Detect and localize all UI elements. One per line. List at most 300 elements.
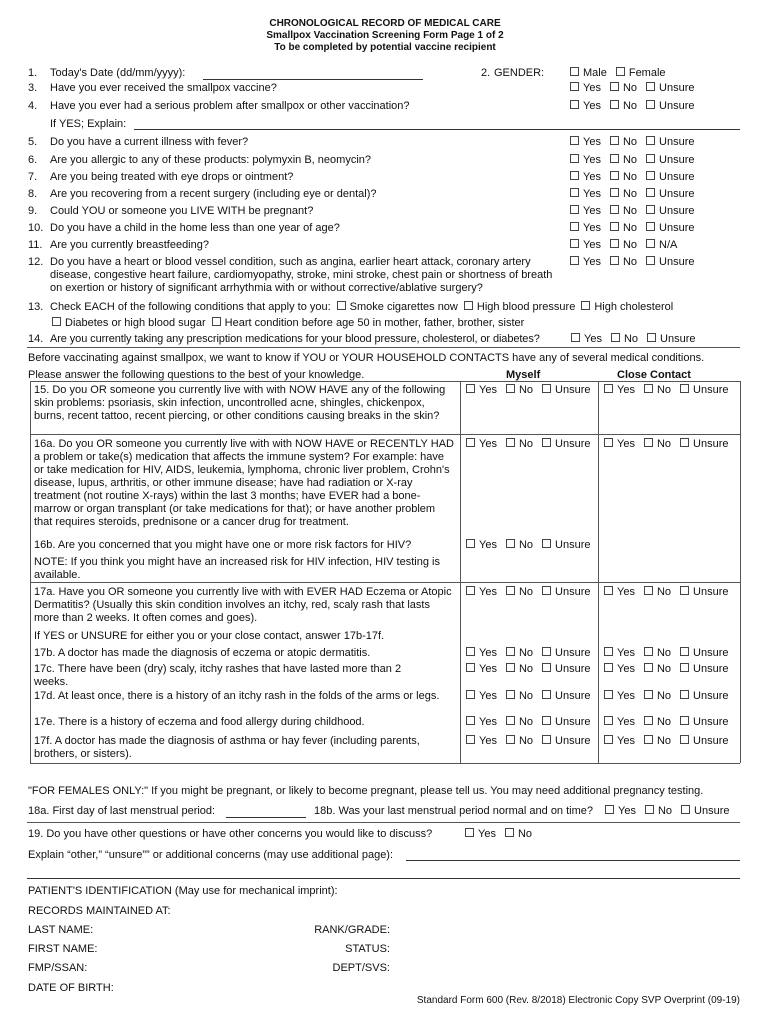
no-option[interactable]: No xyxy=(610,222,637,235)
checkbox[interactable] xyxy=(644,438,653,447)
checkbox[interactable] xyxy=(680,647,689,656)
checkbox[interactable] xyxy=(605,805,614,814)
q4-options xyxy=(570,100,703,113)
date-input-line[interactable] xyxy=(203,79,423,80)
checkbox[interactable] xyxy=(610,171,619,180)
yes-option[interactable]: Yes xyxy=(570,205,601,218)
yes-option[interactable]: Yes xyxy=(570,256,601,269)
unsure-option[interactable]: Unsure xyxy=(647,333,695,346)
checkbox[interactable] xyxy=(466,438,475,447)
checkbox[interactable] xyxy=(644,647,653,656)
checkbox[interactable] xyxy=(466,384,475,393)
checkbox[interactable] xyxy=(466,663,475,672)
q13-row2 xyxy=(46,317,524,330)
checkbox[interactable] xyxy=(610,82,619,91)
no-option[interactable]: No xyxy=(506,690,533,703)
checkbox[interactable] xyxy=(604,716,613,725)
checkbox[interactable] xyxy=(646,239,655,248)
unsure-option[interactable]: Unsure xyxy=(542,384,590,397)
checkbox[interactable] xyxy=(570,82,579,91)
yes-option[interactable]: Yes xyxy=(466,647,497,660)
checkbox[interactable] xyxy=(646,171,655,180)
q4-label: Have you ever had a serious problem after smallpox or other vaccination? xyxy=(50,100,410,112)
no-option[interactable]: No xyxy=(645,805,672,818)
checkbox[interactable] xyxy=(466,735,475,744)
checkbox[interactable] xyxy=(570,171,579,180)
unsure-option[interactable]: Unsure xyxy=(680,716,728,729)
unsure-option[interactable]: Unsure xyxy=(646,222,694,235)
checkbox[interactable] xyxy=(466,716,475,725)
q6-number: 6. xyxy=(28,154,38,166)
yes-option[interactable]: Yes xyxy=(605,805,636,818)
yes-option[interactable]: Yes xyxy=(465,828,496,841)
female-option[interactable]: Female xyxy=(616,67,666,80)
diabetes-option[interactable]: Diabetes or high blood sugar xyxy=(65,317,206,329)
unsure-option[interactable]: Unsure xyxy=(542,539,590,552)
checkbox[interactable] xyxy=(506,690,515,699)
q17f-myself-options xyxy=(466,735,599,748)
q3-options xyxy=(570,82,703,95)
q15-myself-options xyxy=(466,384,599,397)
unsure-option[interactable]: Unsure xyxy=(680,690,728,703)
checkbox[interactable] xyxy=(604,586,613,595)
unsure-option[interactable]: Unsure xyxy=(542,438,590,451)
no-option[interactable]: No xyxy=(644,384,671,397)
unsure-option[interactable]: Unsure xyxy=(680,384,728,397)
unsure-option[interactable]: Unsure xyxy=(646,154,694,167)
checkbox[interactable] xyxy=(570,256,579,265)
q15-contact-options xyxy=(604,384,737,397)
checkbox[interactable] xyxy=(644,586,653,595)
no-option[interactable]: No xyxy=(610,256,637,269)
checkbox[interactable] xyxy=(646,100,655,109)
checkbox[interactable] xyxy=(680,586,689,595)
table-row-line xyxy=(30,381,740,382)
q8-number: 8. xyxy=(28,188,38,200)
q17d-contact-options xyxy=(604,690,737,703)
q14-label: Are you currently taking any prescription medications for your blood pressure, cholesterol, or diabetes? xyxy=(50,333,540,345)
checkbox[interactable] xyxy=(604,438,613,447)
checkbox[interactable] xyxy=(681,805,690,814)
q1-number: 1. xyxy=(28,67,38,79)
q11-label: Are you currently breastfeeding? xyxy=(50,239,209,251)
checkbox[interactable] xyxy=(610,205,619,214)
q17d-myself-options xyxy=(466,690,599,703)
checkbox[interactable] xyxy=(542,539,551,548)
checkbox[interactable] xyxy=(542,735,551,744)
form-title: CHRONOLOGICAL RECORD OF MEDICAL CARE xyxy=(269,18,501,29)
checkbox[interactable] xyxy=(212,317,221,326)
checkbox[interactable] xyxy=(506,663,515,672)
no-option[interactable]: No xyxy=(644,716,671,729)
q18a-input-line[interactable] xyxy=(226,817,306,818)
q17a-myself-options xyxy=(466,586,599,599)
q17f-label: 17f. A doctor has made the diagnosis of asthma or hay fever (including parents, brothers, or sisters). xyxy=(34,735,420,760)
q5-number: 5. xyxy=(28,136,38,148)
yes-option[interactable]: Yes xyxy=(466,663,497,676)
q3-label: Have you ever received the smallpox vaccine? xyxy=(50,82,277,94)
intro-line1: Before vaccinating against smallpox, we want to know if YOU or YOUR HOUSEHOLD CONTACTS have any of several medical conditions. xyxy=(28,352,705,364)
checkbox[interactable] xyxy=(604,690,613,699)
checkbox[interactable] xyxy=(680,384,689,393)
no-option[interactable]: No xyxy=(506,716,533,729)
section-divider xyxy=(27,822,740,823)
gender-options xyxy=(570,67,675,80)
table-row-line xyxy=(30,434,740,435)
yes-option[interactable]: Yes xyxy=(570,100,601,113)
q17e-label: 17e. There is a history of eczema and food allergy during childhood. xyxy=(34,716,365,728)
no-option[interactable]: No xyxy=(644,690,671,703)
checkbox[interactable] xyxy=(646,205,655,214)
checkbox[interactable] xyxy=(466,690,475,699)
q6-options xyxy=(570,154,703,167)
q2-number: 2. xyxy=(481,67,491,79)
high-bp-option[interactable]: High blood pressure xyxy=(476,301,576,313)
checkbox[interactable] xyxy=(570,154,579,163)
intro-line2: Please answer the following questions to the best of your knowledge. xyxy=(28,369,365,381)
checkbox[interactable] xyxy=(644,716,653,725)
checkbox[interactable] xyxy=(604,647,613,656)
unsure-option[interactable]: Unsure xyxy=(542,716,590,729)
q7-options xyxy=(570,171,703,184)
checkbox[interactable] xyxy=(52,317,61,326)
unsure-option[interactable]: Unsure xyxy=(680,735,728,748)
females-note: "FOR FEMALES ONLY:" If you might be pregnant, or likely to become pregnant, please tell us. You may need additional pregnancy testing. xyxy=(28,785,704,797)
q16a-label: 16a. Do you OR someone you currently live with with NOW HAVE or RECENTLY HAD a problem or take(s) medication that affects the immune system? For example: have or take medication for HIV, AIDS, leukemia, lymphoma, chronic liver problem, Crohn's disease, lupus, arthritis, or other immune disease; have had radiation or X-ray treatment (not routine X-rays) within the last 3 months; have EVER had a bone-marrow or organ transplant (or take medications for that); or have another problem that requires steroids, prednisone or a cancer drug for treatment. xyxy=(34,438,454,528)
checkbox[interactable] xyxy=(466,586,475,595)
records-maintained-label: RECORDS MAINTAINED AT: xyxy=(28,905,171,917)
no-option[interactable]: No xyxy=(611,333,638,346)
q1-label: Today's Date (dd/mm/yyyy): xyxy=(50,67,186,79)
q13-label: Check EACH of the following conditions that apply to you: Smoke cigarettes now High blood pressure High cholesterol xyxy=(50,301,674,313)
patient-id-title: PATIENT'S IDENTIFICATION (May use for mechanical imprint): xyxy=(28,885,338,897)
table-col-line xyxy=(740,381,741,763)
checkbox[interactable] xyxy=(616,67,625,76)
no-option[interactable]: No xyxy=(506,663,533,676)
q8-options xyxy=(570,188,703,201)
unsure-option[interactable]: Unsure xyxy=(542,647,590,660)
yes-option[interactable]: Yes xyxy=(466,438,497,451)
yes-option[interactable]: Yes xyxy=(570,171,601,184)
checkbox[interactable] xyxy=(646,136,655,145)
table-col-line xyxy=(460,381,461,763)
unsure-option[interactable]: Unsure xyxy=(680,586,728,599)
col-myself-header: Myself xyxy=(506,369,541,381)
heart-family-option[interactable]: Heart condition before age 50 in mother, father, brother, sister xyxy=(224,317,525,329)
q17e-myself-options xyxy=(466,716,599,729)
q17a-contact-options xyxy=(604,586,737,599)
yes-option[interactable]: Yes xyxy=(571,333,602,346)
yes-option[interactable]: Yes xyxy=(604,647,635,660)
q12-label: Do you have a heart or blood vessel condition, such as angina, earlier heart attack, coronary artery disease, congestive heart failure, cardiomyopathy, stroke, mini stroke, chest pain or shortness of breath on exertion or history of significant arrhythmia with or without corrective/ablative surgery? xyxy=(50,256,553,294)
yes-option[interactable]: Yes xyxy=(570,136,601,149)
checkbox[interactable] xyxy=(570,222,579,231)
checkbox[interactable] xyxy=(505,828,514,837)
q4-number: 4. xyxy=(28,100,38,112)
checkbox[interactable] xyxy=(466,647,475,656)
checkbox[interactable] xyxy=(610,222,619,231)
no-option[interactable]: No xyxy=(610,205,637,218)
q4-explain-label: If YES; Explain: xyxy=(50,118,127,130)
checkbox[interactable] xyxy=(570,205,579,214)
yes-option[interactable]: Yes xyxy=(604,716,635,729)
q18b-options xyxy=(605,805,738,818)
checkbox[interactable] xyxy=(571,333,580,342)
q7-label: Are you being treated with eye drops or ointment? xyxy=(50,171,294,183)
form-number: Standard Form 600 (Rev. 8/2018) Electronic Copy SVP Overprint (09-19) xyxy=(416,995,740,1006)
yes-option[interactable]: Yes xyxy=(570,154,601,167)
checkbox[interactable] xyxy=(506,647,515,656)
checkbox[interactable] xyxy=(647,333,656,342)
no-option[interactable]: No xyxy=(610,82,637,95)
checkbox[interactable] xyxy=(506,735,515,744)
q5-options xyxy=(570,136,703,149)
checkbox[interactable] xyxy=(680,438,689,447)
q2-label: GENDER: xyxy=(494,67,545,79)
checkbox[interactable] xyxy=(680,690,689,699)
no-option[interactable]: No xyxy=(644,663,671,676)
q17-followup: If YES or UNSURE for either you or your close contact, answer 17b-17f. xyxy=(34,630,385,642)
no-option[interactable]: No xyxy=(644,735,671,748)
q18b-label: 18b. Was your last menstrual period normal and on time? xyxy=(314,805,594,817)
checkbox[interactable] xyxy=(570,67,579,76)
col-contact-header: Close Contact xyxy=(617,369,691,381)
checkbox[interactable] xyxy=(604,384,613,393)
no-option[interactable]: No xyxy=(610,239,637,252)
yes-option[interactable]: Yes xyxy=(604,690,635,703)
form-subtitle: Smallpox Vaccination Screening Form Page 1 of 2 xyxy=(266,30,504,41)
q14-options xyxy=(571,333,704,346)
checkbox[interactable] xyxy=(570,136,579,145)
q17d-label: 17d. At least once, there is a history of an itchy rash in the folds of the arms or legs. xyxy=(34,690,440,702)
checkbox[interactable] xyxy=(506,586,515,595)
no-option[interactable]: No xyxy=(506,438,533,451)
q9-number: 9. xyxy=(28,205,38,217)
table-row-line xyxy=(30,582,740,583)
q17b-label: 17b. A doctor has made the diagnosis of eczema or atopic dermatitis. xyxy=(34,647,371,659)
yes-option[interactable]: Yes xyxy=(570,82,601,95)
checkbox[interactable] xyxy=(506,539,515,548)
checkbox[interactable] xyxy=(646,154,655,163)
yes-option[interactable]: Yes xyxy=(466,539,497,552)
no-option[interactable]: No xyxy=(610,100,637,113)
unsure-option[interactable]: Unsure xyxy=(680,438,728,451)
na-option[interactable]: N/A xyxy=(646,239,677,252)
checkbox[interactable] xyxy=(570,188,579,197)
status-label: STATUS: xyxy=(345,943,390,955)
q19-explain-line[interactable] xyxy=(406,860,740,861)
table-col-line xyxy=(30,381,31,763)
no-option[interactable]: No xyxy=(505,828,532,841)
checkbox[interactable] xyxy=(542,690,551,699)
q10-options xyxy=(570,222,703,235)
form-instruction: To be completed by potential vaccine recipient xyxy=(274,42,496,53)
checkbox[interactable] xyxy=(610,154,619,163)
q16a-myself-options xyxy=(466,438,599,451)
q6-label: Are you allergic to any of these products: polymyxin B, neomycin? xyxy=(50,154,371,166)
yes-option[interactable]: Yes xyxy=(466,586,497,599)
unsure-option[interactable]: Unsure xyxy=(681,805,729,818)
checkbox[interactable] xyxy=(542,384,551,393)
checkbox[interactable] xyxy=(644,690,653,699)
no-option[interactable]: No xyxy=(644,438,671,451)
q16b-myself-options xyxy=(466,539,599,552)
yes-option[interactable]: Yes xyxy=(604,586,635,599)
q17b-myself-options xyxy=(466,647,599,660)
q12-number: 12. xyxy=(28,256,44,268)
no-option[interactable]: No xyxy=(610,188,637,201)
yes-option[interactable]: Yes xyxy=(466,690,497,703)
checkbox[interactable] xyxy=(611,333,620,342)
checkbox[interactable] xyxy=(680,716,689,725)
no-option[interactable]: No xyxy=(644,647,671,660)
checkbox[interactable] xyxy=(604,735,613,744)
checkbox[interactable] xyxy=(570,100,579,109)
q8-label: Are you recovering from a recent surgery (including eye or dental)? xyxy=(50,188,377,200)
q12-options xyxy=(570,256,703,269)
unsure-option[interactable]: Unsure xyxy=(542,586,590,599)
checkbox[interactable] xyxy=(644,663,653,672)
no-option[interactable]: No xyxy=(644,586,671,599)
yes-option[interactable]: Yes xyxy=(570,222,601,235)
yes-option[interactable]: Yes xyxy=(466,384,497,397)
checkbox[interactable] xyxy=(644,384,653,393)
no-option[interactable]: No xyxy=(506,586,533,599)
dept-svs-label: DEPT/SVS: xyxy=(332,962,390,974)
checkbox[interactable] xyxy=(610,100,619,109)
checkbox[interactable] xyxy=(581,301,590,310)
checkbox[interactable] xyxy=(644,735,653,744)
checkbox[interactable] xyxy=(542,663,551,672)
checkbox[interactable] xyxy=(680,735,689,744)
checkbox[interactable] xyxy=(466,539,475,548)
q9-options xyxy=(570,205,703,218)
checkbox[interactable] xyxy=(610,136,619,145)
q19-explain-label: Explain “other,” “unsure”” or additional concerns (may use additional page): xyxy=(28,849,394,861)
checkbox[interactable] xyxy=(646,188,655,197)
q10-number: 10. xyxy=(28,222,44,234)
q17a-label: 17a. Have you OR someone you currently live with with EVER HAD Eczema or Atopic Dermatitis? (Usually this skin condition involves an itchy, red, scaly rash that lasts more than 2 weeks. It often comes and goes). xyxy=(34,586,452,624)
checkbox[interactable] xyxy=(645,805,654,814)
q16b-note: NOTE: If you think you might have an increased risk for HIV infection, HIV testing is available. xyxy=(34,556,440,581)
male-option[interactable]: Male xyxy=(570,67,607,80)
unsure-option[interactable]: Unsure xyxy=(646,171,694,184)
unsure-option[interactable]: Unsure xyxy=(542,663,590,676)
q17b-contact-options xyxy=(604,647,737,660)
yes-option[interactable]: Yes xyxy=(604,663,635,676)
q17f-contact-options xyxy=(604,735,737,748)
q5-label: Do you have a current illness with fever? xyxy=(50,136,249,148)
checkbox[interactable] xyxy=(680,663,689,672)
q9-label: Could YOU or someone you LIVE WITH be pregnant? xyxy=(50,205,314,217)
yes-option[interactable]: Yes xyxy=(570,188,601,201)
q17e-contact-options xyxy=(604,716,737,729)
unsure-option[interactable]: Unsure xyxy=(646,82,694,95)
no-option[interactable]: No xyxy=(506,539,533,552)
q10-label: Do you have a child in the home less than one year of age? xyxy=(50,222,340,234)
unsure-option[interactable]: Unsure xyxy=(646,205,694,218)
q19-options xyxy=(465,828,541,841)
checkbox[interactable] xyxy=(464,301,473,310)
first-name-label: FIRST NAME: xyxy=(28,943,98,955)
unsure-option[interactable]: Unsure xyxy=(680,647,728,660)
checkbox[interactable] xyxy=(646,82,655,91)
yes-option[interactable]: Yes xyxy=(604,438,635,451)
yes-option[interactable]: Yes xyxy=(466,735,497,748)
q17c-contact-options xyxy=(604,663,737,676)
checkbox[interactable] xyxy=(506,384,515,393)
q7-number: 7. xyxy=(28,171,38,183)
q13-number: 13. xyxy=(28,301,44,313)
unsure-option[interactable]: Unsure xyxy=(542,690,590,703)
q15-label: 15. Do you OR someone you currently live with with NOW HAVE any of the following skin problems: psoriasis, skin infection, uncontrolled acne, shingles, chickenpox, burns, recent tattoo, recent piercing, or other conditions causing breaks in the skin? xyxy=(34,384,446,422)
fmp-ssan-label: FMP/SSAN: xyxy=(28,962,88,974)
checkbox[interactable] xyxy=(646,256,655,265)
rank-grade-label: RANK/GRADE: xyxy=(314,924,390,936)
checkbox[interactable] xyxy=(465,828,474,837)
checkbox[interactable] xyxy=(646,222,655,231)
dob-label: DATE OF BIRTH: xyxy=(28,982,114,994)
checkbox[interactable] xyxy=(506,716,515,725)
no-option[interactable]: No xyxy=(610,136,637,149)
no-option[interactable]: No xyxy=(506,647,533,660)
section-divider xyxy=(27,347,740,348)
q19-explain-line-2[interactable] xyxy=(27,878,740,879)
checkbox[interactable] xyxy=(506,438,515,447)
yes-option[interactable]: Yes xyxy=(604,735,635,748)
unsure-option[interactable]: Unsure xyxy=(646,188,694,201)
checkbox[interactable] xyxy=(610,256,619,265)
checkbox[interactable] xyxy=(542,647,551,656)
q11-options xyxy=(570,239,686,252)
q19-label: 19. Do you have other questions or have other concerns you would like to discuss? xyxy=(28,828,433,840)
checkbox[interactable] xyxy=(610,188,619,197)
q4-explain-line[interactable] xyxy=(134,129,740,130)
checkbox[interactable] xyxy=(610,239,619,248)
unsure-option[interactable]: Unsure xyxy=(646,256,694,269)
smoke-option[interactable]: Smoke cigarettes now xyxy=(349,301,458,313)
no-option[interactable]: No xyxy=(506,384,533,397)
unsure-option[interactable]: Unsure xyxy=(646,100,694,113)
q16a-contact-options xyxy=(604,438,737,451)
checkbox[interactable] xyxy=(570,239,579,248)
q17c-label: 17c. There have been (dry) scaly, itchy rashes that have lasted more than 2 weeks. xyxy=(34,663,402,688)
unsure-option[interactable]: Unsure xyxy=(646,136,694,149)
no-option[interactable]: No xyxy=(610,171,637,184)
q17c-myself-options xyxy=(466,663,599,676)
checkbox[interactable] xyxy=(542,716,551,725)
q16b-label: 16b. Are you concerned that you might have one or more risk factors for HIV? xyxy=(34,539,412,551)
checkbox[interactable] xyxy=(337,301,346,310)
checkbox[interactable] xyxy=(604,663,613,672)
q14-number: 14. xyxy=(28,333,44,345)
table-row-line xyxy=(30,763,740,764)
q3-number: 3. xyxy=(28,82,38,94)
unsure-option[interactable]: Unsure xyxy=(542,735,590,748)
no-option[interactable]: No xyxy=(506,735,533,748)
yes-option[interactable]: Yes xyxy=(604,384,635,397)
yes-option[interactable]: Yes xyxy=(570,239,601,252)
checkbox[interactable] xyxy=(542,438,551,447)
unsure-option[interactable]: Unsure xyxy=(680,663,728,676)
no-option[interactable]: No xyxy=(610,154,637,167)
high-cholesterol-option[interactable]: High cholesterol xyxy=(594,301,674,313)
last-name-label: LAST NAME: xyxy=(28,924,94,936)
q18a-label: 18a. First day of last menstrual period: xyxy=(28,805,216,817)
q11-number: 11. xyxy=(28,239,43,251)
yes-option[interactable]: Yes xyxy=(466,716,497,729)
checkbox[interactable] xyxy=(542,586,551,595)
